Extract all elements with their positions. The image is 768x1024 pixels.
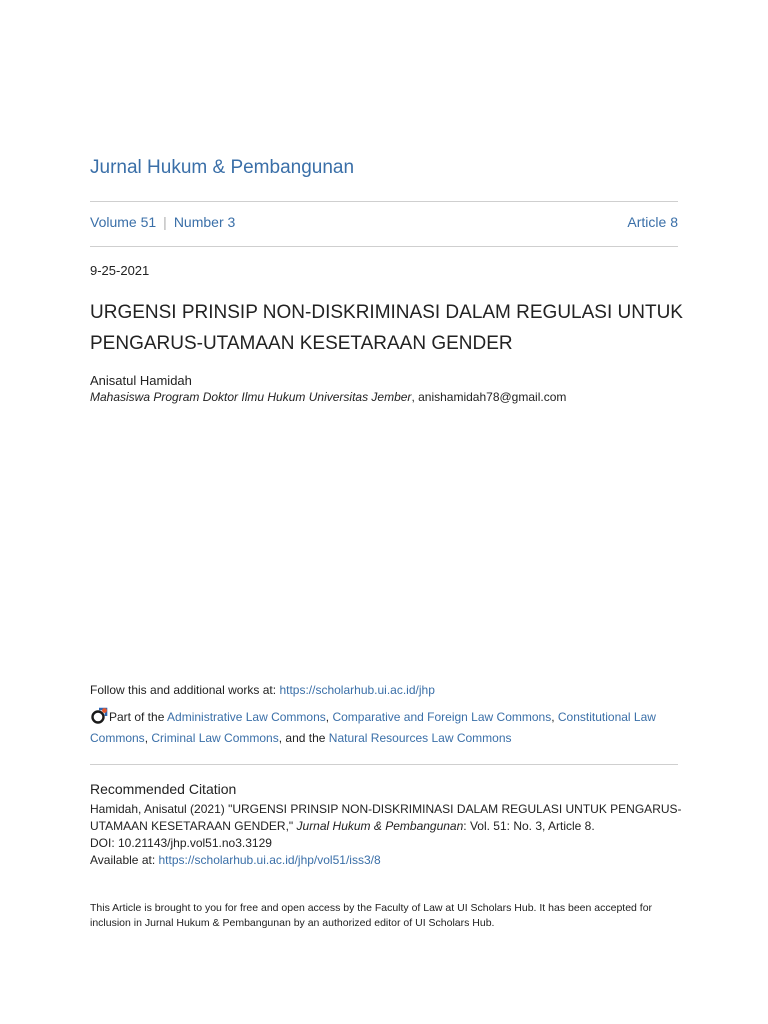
article-title <box>90 297 690 359</box>
citation-divider <box>90 764 678 765</box>
volume-link[interactable]: Volume 51 <box>90 214 157 230</box>
available-label: Available at: <box>90 853 159 867</box>
affiliation-text: Mahasiswa Program Doktor Ilmu Hukum Universitas Jember <box>90 390 412 404</box>
article-title-line-2: PENGARUS-UTAMAAN KESETARAAN GENDER <box>90 333 513 354</box>
commons-link-natural-resources-law[interactable]: Natural Resources Law Commons <box>328 731 512 745</box>
and-the-text: , and the <box>278 731 329 745</box>
journal-title-link[interactable]: Jurnal Hukum & Pembangunan <box>90 157 355 178</box>
article-link[interactable]: Article 8 <box>627 214 678 230</box>
issue-info-row <box>90 214 678 232</box>
follow-url-link[interactable]: https://scholarhub.ui.ac.id/jhp <box>279 683 435 697</box>
commons-network-icon <box>90 707 108 725</box>
article-title-line-1: URGENSI PRINSIP NON-DISKRIMINASI DALAM REGULASI UNTUK <box>90 302 683 323</box>
citation-part-2: : Vol. 51: No. 3, Article 8. <box>463 819 595 833</box>
comma: , <box>144 731 152 745</box>
comma: , <box>325 710 333 724</box>
separator: | <box>163 214 167 230</box>
citation-part-1: Hamidah, Anisatul (2021) "URGENSI PRINSIP NON-DISKRIMINASI DALAM REGULASI UNTUK PENGARUS-UTAMAAN KESETARAAN GENDER," <box>90 802 682 833</box>
recommended-citation-heading: Recommended Citation <box>90 781 237 797</box>
access-statement: This Article is brought to you for free and open access by the Faculty of Law at UI Scholars Hub. It has been accepted for inclusion in Jurnal Hukum & Pembangunan by an authorized editor of UI Scholars Hub. <box>90 902 653 929</box>
meta-divider <box>90 246 678 247</box>
citation-journal: Jurnal Hukum & Pembangunan <box>296 819 464 833</box>
commons-link-comparative-foreign-law[interactable]: Comparative and Foreign Law Commons <box>332 710 552 724</box>
available-url-link[interactable]: https://scholarhub.ui.ac.id/jhp/vol51/iss3/8 <box>158 853 381 867</box>
publication-date: 9-25-2021 <box>90 263 150 278</box>
number-link[interactable]: Number 3 <box>173 214 236 230</box>
header-divider <box>90 201 678 202</box>
citation-available <box>90 852 690 869</box>
citation-block <box>90 801 690 869</box>
comma: , <box>551 710 558 724</box>
commons-link-administrative-law[interactable]: Administrative Law Commons <box>167 710 326 724</box>
follow-line <box>90 683 435 697</box>
author-name: Anisatul Hamidah <box>90 373 192 388</box>
commons-link-constitutional-law[interactable]: Constitutional Law Commons <box>90 710 656 745</box>
citation-doi: DOI: 10.21143/jhp.vol51.no3.3129 <box>90 836 272 850</box>
author-email: , anishamidah78@gmail.com <box>411 390 567 404</box>
citation-text <box>90 801 690 835</box>
part-of-commons <box>90 707 680 749</box>
author-affiliation <box>90 390 566 404</box>
part-of-label: Part of the <box>109 710 168 724</box>
follow-label: Follow this and additional works at: <box>90 683 280 697</box>
commons-link-criminal-law[interactable]: Criminal Law Commons <box>151 731 279 745</box>
